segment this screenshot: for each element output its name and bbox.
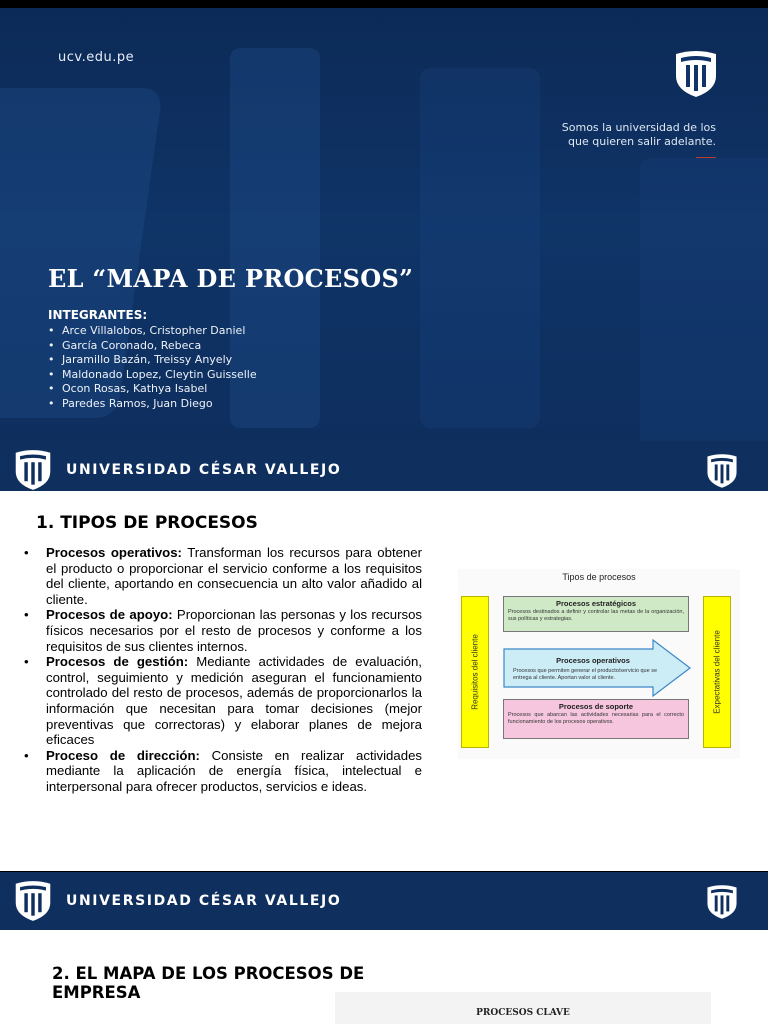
members-list	[48, 324, 268, 411]
slide-heading: 2. EL MAPA DE LOS PROCESOS DE EMPRESA	[52, 964, 365, 1002]
ucv-shield-icon	[706, 884, 738, 920]
definition: Transforman los recursos para obtener el producto o proporcionar el servicio conforme a los requisitos del cliente, aportando en consecuencia un alto valor añadido al cliente.	[46, 545, 422, 607]
title-slide	[0, 8, 768, 492]
operative-desc: Procesos que permiten generar el producto/servicio que se entrega al cliente. Aportan valor al cliente.	[513, 668, 657, 681]
member-item: • Maldonado Lopez, Cleytin Guisselle	[48, 368, 268, 383]
ucv-shield-icon	[14, 880, 52, 922]
definition: Consiste en realizar actividades mediante la aplicación de energía física, intelectual e interpersonal para ofrecer productos, servicios e ideas.	[46, 747, 422, 794]
process-map-image	[335, 992, 711, 1024]
client-expectations-bar	[703, 596, 731, 748]
ucv-shield-icon	[706, 453, 738, 489]
image-caption: PROCESOS CLAVE	[476, 1008, 570, 1018]
university-name: UNIVERSIDAD CÉSAR VALLEJO	[66, 462, 342, 478]
slide-heading: 1. TIPOS DE PROCESOS	[36, 513, 258, 533]
member-item: • García Coronado, Rebeca	[48, 339, 268, 354]
term: Procesos de gestión:	[46, 654, 189, 670]
members-heading: INTEGRANTES:	[48, 308, 148, 322]
client-expectations-label: Expectativas del cliente	[712, 630, 722, 714]
client-requirements-label: Requisitos del cliente	[470, 634, 480, 710]
member-item: • Paredes Ramos, Juan Diego	[48, 397, 268, 412]
diagram-title: Tipos de procesos	[562, 572, 636, 582]
list-item	[22, 545, 422, 607]
university-name: UNIVERSIDAD CÉSAR VALLEJO	[66, 893, 342, 909]
list-item	[22, 748, 422, 795]
list-item	[22, 654, 422, 748]
operative-processes-box	[513, 656, 673, 682]
strategic-title: Procesos estratégicos	[555, 599, 637, 608]
process-types-slide	[0, 491, 768, 871]
strategic-desc: Procesos destinados a definir y controlar las metas de la organización, sus políticas y estrategias.	[508, 609, 684, 622]
presentation-title: EL “MAPA DE PROCESOS”	[48, 264, 414, 293]
ucv-shield-icon	[14, 449, 52, 491]
process-types-diagram	[458, 569, 740, 759]
university-header-bar	[0, 441, 768, 492]
support-desc: Procesos que abarcan las actividades necesarias para el correcto funcionamiento de los procesos operativos.	[508, 712, 684, 725]
support-title: Procesos de soporte	[558, 702, 634, 711]
definition: Mediante actividades de evaluación, control, seguimiento y medición aseguran el funcionamiento controlado del resto de procesos, además de proporcionarlos la información que necesitan para tomar decisiones (mejor preventivas que correctoras) y elaborar planes de mejora eficaces	[46, 654, 422, 748]
slogan	[562, 121, 716, 149]
university-header-bar	[0, 872, 768, 930]
definition: Proporcionan las personas y los recursos físicos necesarios por el resto de procesos y conforme a los requisitos de sus clientes internos.	[46, 607, 422, 654]
member-item: • Jaramillo Bazán, Treissy Anyely	[48, 353, 268, 368]
background-light	[640, 158, 768, 458]
slogan-line-2: que quieren salir adelante.	[568, 135, 716, 148]
process-types-list	[22, 545, 422, 795]
slogan-line-1: Somos la universidad de los	[561, 121, 716, 134]
process-map-slide	[0, 872, 768, 1024]
client-requirements-bar	[461, 596, 489, 748]
term: Proceso de dirección:	[46, 747, 200, 763]
site-url: ucv.edu.pe	[58, 50, 135, 65]
background-light	[420, 68, 540, 428]
list-item	[22, 607, 422, 654]
operative-title: Procesos operativos	[556, 656, 630, 665]
member-item: • Arce Villalobos, Cristopher Daniel	[48, 324, 268, 339]
member-item: • Ocon Rosas, Kathya Isabel	[48, 382, 268, 397]
slogan-underline	[696, 157, 716, 158]
term: Procesos de apoyo:	[46, 607, 173, 623]
ucv-shield-icon	[674, 50, 718, 98]
term: Procesos operativos:	[46, 545, 182, 560]
strategic-processes-box	[503, 596, 689, 632]
support-processes-box	[503, 699, 689, 739]
